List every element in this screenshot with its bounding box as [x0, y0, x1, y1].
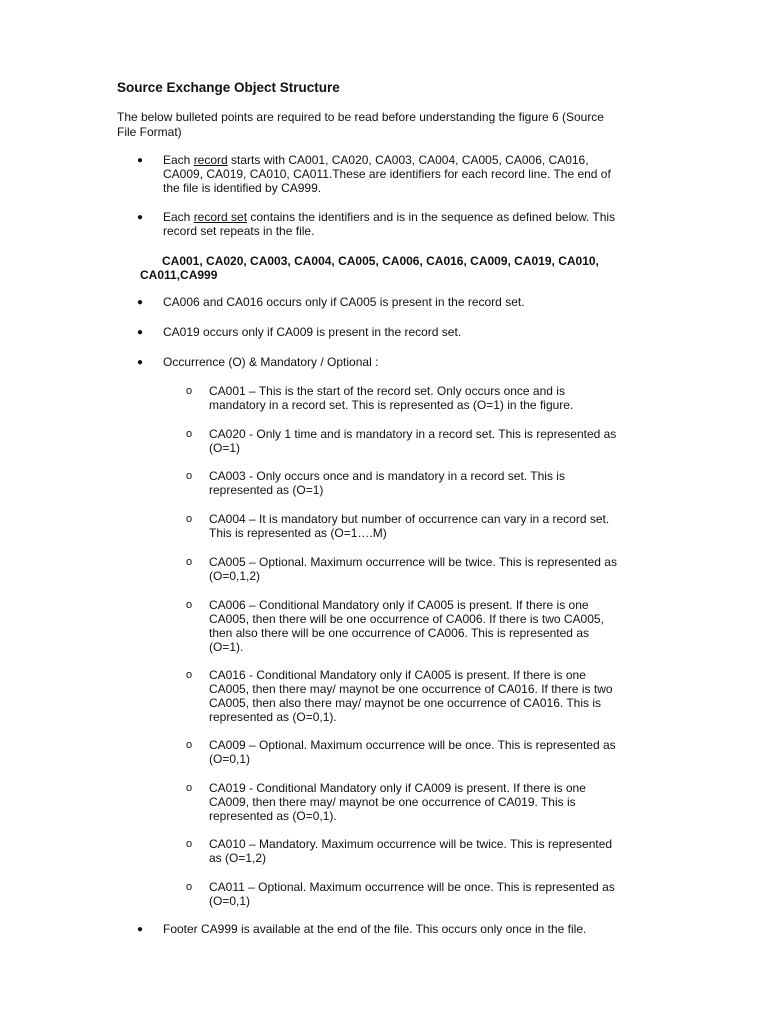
- sequence-line: CA011,CA999: [140, 268, 218, 282]
- bullet-marker: ●: [137, 327, 144, 338]
- bullet-record: Each record starts with CA001, CA020, CA003, CA004, CA005, CA006, CA016, CA009, CA019, CA010, CA011.These are identifiers for each record line. The end of the file is identified by CA999.: [163, 153, 653, 195]
- sub-bullet-marker: o: [186, 782, 193, 794]
- bullet-marker: ●: [137, 297, 144, 308]
- sub-item-ca004: CA004 – It is mandatory but number of occurrence can vary in a record set. This is represented as (O=1….M): [209, 512, 610, 540]
- sub-item-ca010: CA010 – Mandatory. Maximum occurrence will be twice. This is represented as (O=1,2): [209, 837, 613, 865]
- sub-item-ca011: CA011 – Optional. Maximum occurrence will be once. This is represented as (O=0,1): [209, 880, 615, 908]
- sub-bullet-marker: o: [186, 513, 193, 525]
- bullet-line: CA009, CA019, CA010, CA011.These are identifiers for each record line. The end of: [163, 167, 611, 181]
- record-term: record: [193, 153, 228, 167]
- intro-paragraph: [117, 110, 657, 139]
- sub-item-ca016: CA016 - Conditional Mandatory only if CA005 is present. If there is one CA005, then there may/ maynot be one occurrence of CA016. If there is two CA005, then also there may/ maynot be one occurrence of CA016. This is represented as (O=0,1).: [209, 668, 613, 724]
- sub-item-ca019: CA019 - Conditional Mandatory only if CA009 is present. If there is one CA009, then there may/ maynot be one occurrence of CA019. This is represented as (O=0,1).: [209, 781, 586, 823]
- sub-bullet-marker: o: [186, 881, 193, 893]
- sub-bullet-marker: o: [186, 556, 193, 568]
- sub-bullet-marker: o: [186, 669, 193, 681]
- intro-line: File Format): [117, 124, 182, 139]
- sub-item-ca001: CA001 – This is the start of the record set. Only occurs once and is mandatory in a record set. This is represented as (O=1) in the figure.: [209, 384, 574, 412]
- bullet-ca019: CA019 occurs only if CA009 is present in the record set.: [163, 325, 462, 339]
- sub-bullet-marker: o: [186, 428, 193, 440]
- sub-bullet-marker: o: [186, 599, 193, 611]
- bullet-occurrence: Occurrence (O) & Mandatory / Optional :: [163, 355, 379, 369]
- record-set-term: record set: [193, 210, 248, 224]
- sequence-line: CA001, CA020, CA003, CA004, CA005, CA006, CA016, CA009, CA019, CA010,: [162, 254, 599, 268]
- bullet-footer: Footer CA999 is available at the end of the file. This occurs only once in the file.: [163, 922, 587, 936]
- bullet-line: record set repeats in the file.: [163, 224, 315, 238]
- bullet-marker: ●: [137, 924, 144, 935]
- sub-item-ca005: CA005 – Optional. Maximum occurrence will be twice. This is represented as (O=0,1,2): [209, 555, 617, 583]
- sub-bullet-marker: o: [186, 739, 193, 751]
- section-heading: Source Exchange Object Structure: [117, 80, 340, 95]
- sub-bullet-marker: o: [186, 470, 193, 482]
- record-sequence: [140, 254, 640, 282]
- bullet-marker: ●: [137, 212, 144, 223]
- bullet-line: the file is identified by CA999.: [163, 181, 322, 195]
- sub-item-ca006: CA006 – Conditional Mandatory only if CA005 is present. If there is one CA005, then there will be one occurrence of CA006. If there is two CA005, then also there will be one occurrence of CA006. This is represented as (O=1).: [209, 598, 604, 654]
- bullet-record-set: Each record set contains the identifiers and is in the sequence as defined below. This record set repeats in the file.: [163, 210, 653, 238]
- bullet-marker: ●: [137, 155, 144, 166]
- sub-bullet-marker: o: [186, 838, 193, 850]
- sub-item-ca003: CA003 - Only occurs once and is mandatory in a record set. This is represented as (O=1): [209, 469, 565, 497]
- sub-item-ca020: CA020 - Only 1 time and is mandatory in a record set. This is represented as (O=1): [209, 427, 617, 455]
- bullet-marker: ●: [137, 357, 144, 368]
- sub-item-ca009: CA009 – Optional. Maximum occurrence will be once. This is represented as (O=0,1): [209, 738, 616, 766]
- bullet-ca006-ca016: CA006 and CA016 occurs only if CA005 is present in the record set.: [163, 295, 525, 309]
- sub-bullet-marker: o: [186, 385, 193, 397]
- intro-line: The below bulleted points are required to be read before understanding the figure 6 (Source: [117, 110, 604, 124]
